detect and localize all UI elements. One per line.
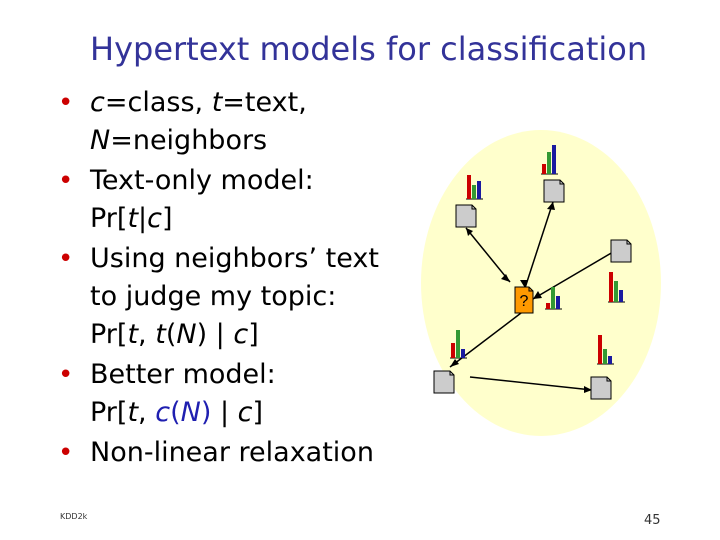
text-run: Pr[ xyxy=(90,397,128,428)
bullet-line xyxy=(90,84,432,122)
text-run: ] xyxy=(162,203,173,234)
text-run: ( xyxy=(165,319,177,350)
text-run: Text-only model: xyxy=(90,165,314,196)
text-run: c xyxy=(147,203,163,234)
bullet-dot-icon: • xyxy=(58,166,74,196)
document-icon xyxy=(456,205,476,227)
bullet-item xyxy=(52,84,432,160)
text-run: t xyxy=(211,87,223,118)
unknown-label: ? xyxy=(519,293,529,310)
text-run: Non-linear relaxation xyxy=(90,437,374,468)
text-run: c xyxy=(155,397,171,428)
text-run: N xyxy=(180,397,201,428)
bullet-line xyxy=(90,316,432,354)
bullet-dot-icon: • xyxy=(58,88,74,118)
footer-label: KDD2k xyxy=(60,512,88,521)
text-run: t xyxy=(155,319,166,350)
text-run: c xyxy=(233,319,249,350)
bullet-item xyxy=(52,434,432,472)
text-run: Using neighbors’ text xyxy=(90,243,379,274)
text-run: ] xyxy=(252,397,264,428)
text-run: N xyxy=(90,125,111,156)
document-icon xyxy=(591,377,611,399)
bullet-item xyxy=(52,240,432,354)
text-run: ) | xyxy=(196,319,234,350)
bullet-list xyxy=(52,84,432,474)
bullet-line xyxy=(90,240,432,278)
text-run: =class, xyxy=(104,87,212,118)
bullet-item xyxy=(52,162,432,238)
bullet-line xyxy=(90,434,432,472)
document-icon xyxy=(544,180,564,202)
text-run: t xyxy=(127,203,139,234)
text-run: ) xyxy=(200,397,212,428)
text-run: c xyxy=(90,87,105,118)
bullet-line xyxy=(90,122,432,160)
text-run: t xyxy=(127,397,139,428)
bullet-dot-icon: • xyxy=(58,244,74,274)
text-run: =neighbors xyxy=(110,125,268,156)
text-run: =text, xyxy=(222,87,307,118)
background-ellipse xyxy=(421,130,661,436)
text-run: N xyxy=(176,319,197,350)
bullet-line xyxy=(90,200,432,238)
text-run: ( xyxy=(170,397,181,428)
text-run: | xyxy=(211,397,238,428)
bullet-item xyxy=(52,356,432,432)
text-run: ] xyxy=(248,319,259,350)
graph-diagram xyxy=(420,130,670,450)
text-run: c xyxy=(237,397,253,428)
text-run: , xyxy=(138,319,156,350)
bullet-dot-icon: • xyxy=(58,360,74,390)
bullet-line xyxy=(90,162,432,200)
bullet-dot-icon: • xyxy=(58,438,74,468)
bullet-line xyxy=(90,394,432,432)
bullet-line xyxy=(90,278,432,316)
text-run: Pr[ xyxy=(90,319,128,350)
slide-title: Hypertext models for classification xyxy=(90,30,648,68)
text-run: to judge my topic: xyxy=(90,281,337,312)
text-run: , xyxy=(138,397,156,428)
bullet-line xyxy=(90,356,432,394)
text-run: Pr[ xyxy=(90,203,128,234)
unknown-document-icon xyxy=(515,287,533,313)
text-run: Better model: xyxy=(90,359,276,390)
text-run: t xyxy=(127,319,139,350)
document-icon xyxy=(434,371,454,393)
document-icon xyxy=(611,240,631,262)
text-run: | xyxy=(138,203,148,234)
page-number: 45 xyxy=(644,513,661,528)
